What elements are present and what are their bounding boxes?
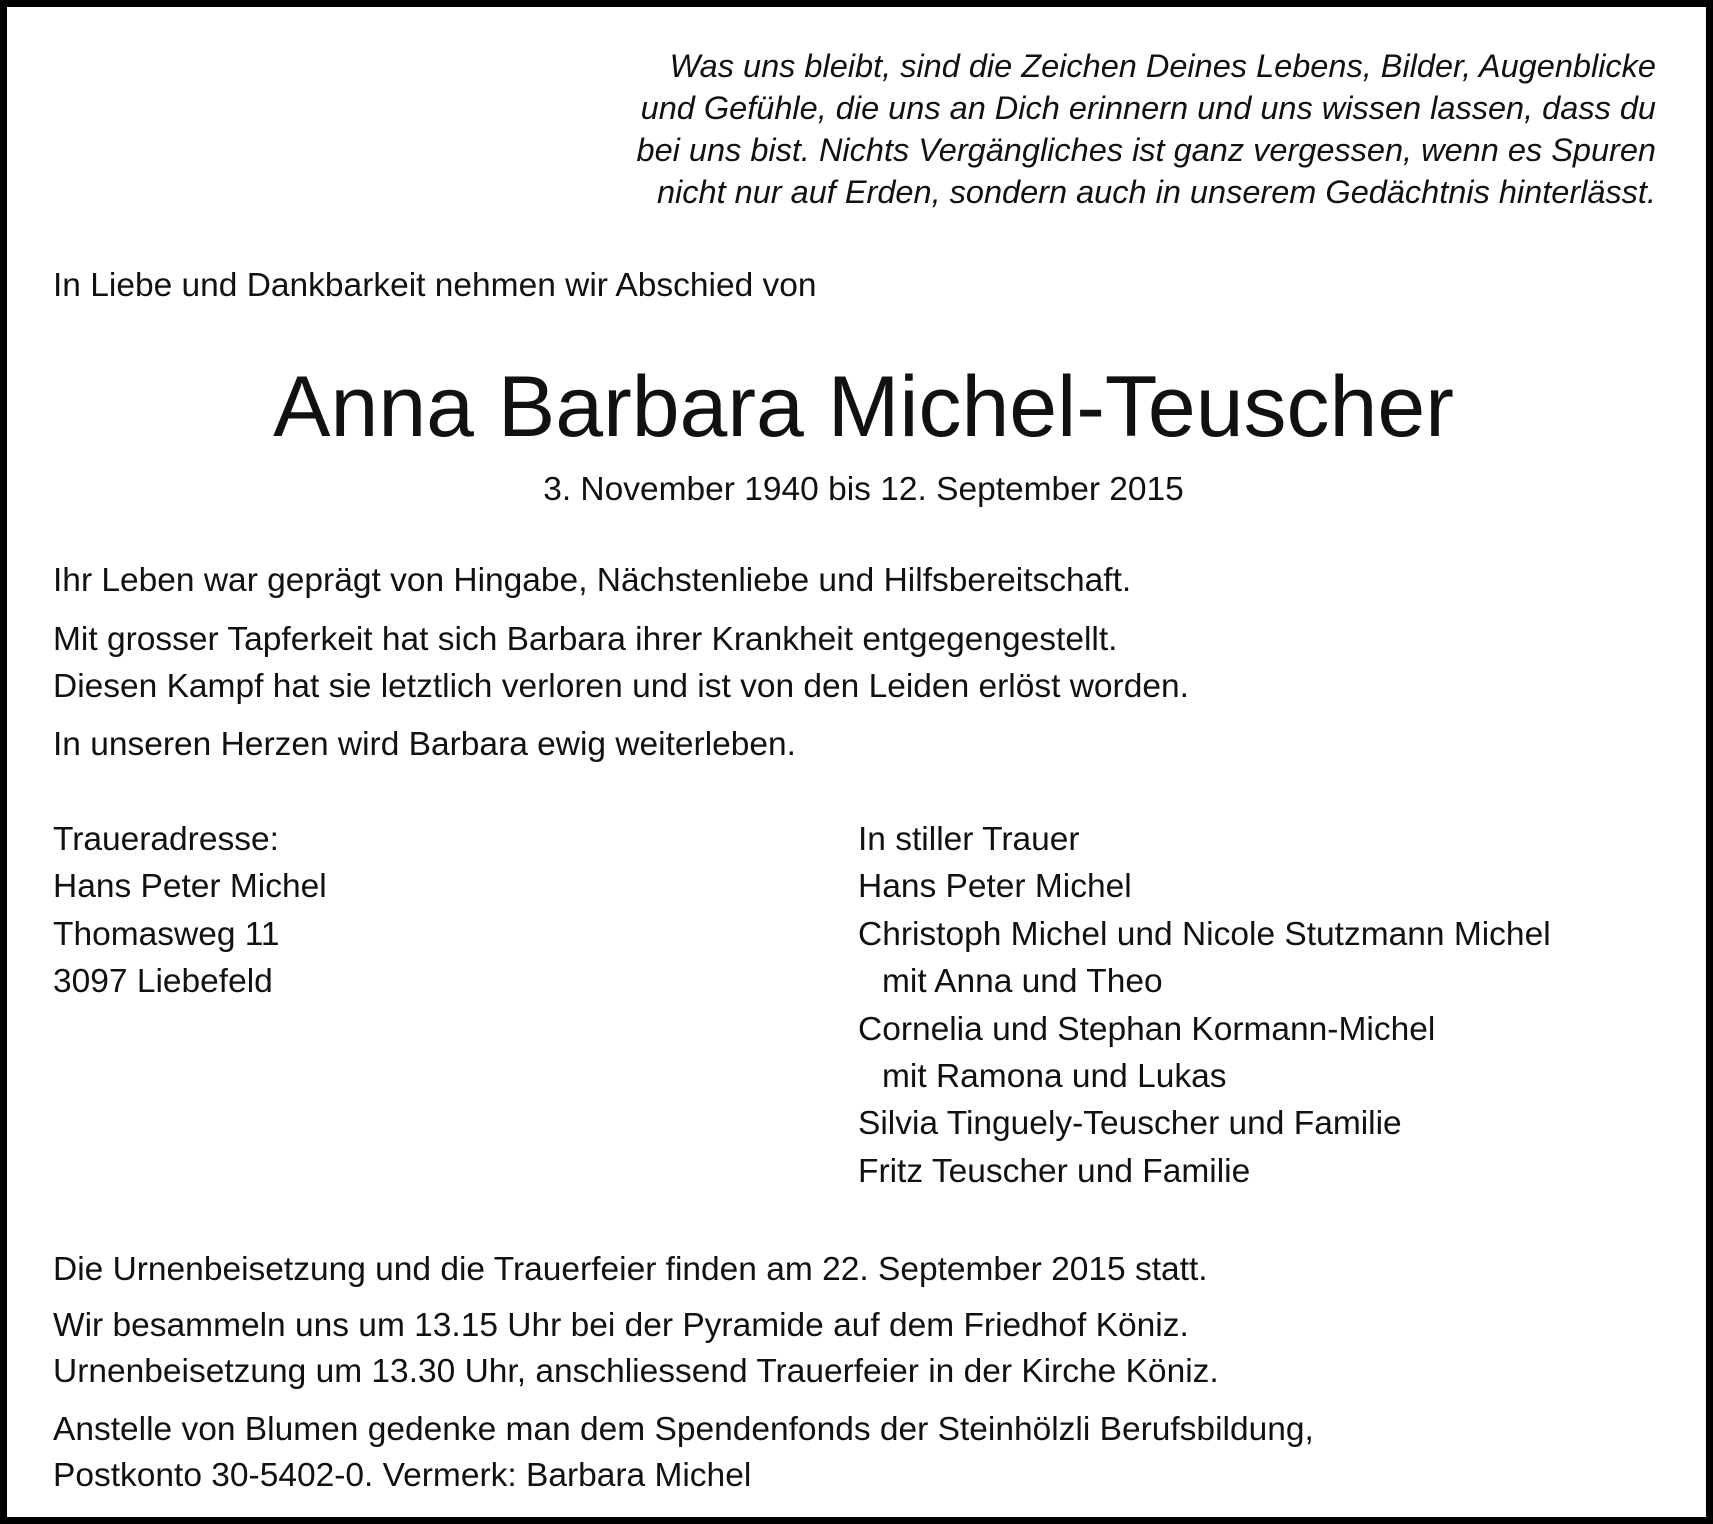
life-dates: 3. November 1940 bis 12. September 2015 — [543, 471, 1184, 508]
tribute-line: Mit grosser Tapferkeit hat sich Barbara ihrer Krankheit entgegengestellt. — [53, 621, 1118, 658]
address-name: Hans Peter Michel — [53, 868, 327, 906]
ceremony-line: Urnenbeisetzung um 13.30 Uhr, anschliessend Trauerfeier in der Kirche Köniz. — [53, 1353, 1219, 1390]
quote-line: und Gefühle, die uns an Dich erinnern und uns wissen lassen, dass du — [640, 90, 1656, 126]
quote-line: nicht nur auf Erden, sondern auch in unserem Gedächtnis hinterlässt. — [656, 174, 1656, 210]
mourner-line: mit Ramona und Lukas — [882, 1058, 1227, 1096]
mourners-label: In stiller Trauer — [858, 821, 1080, 858]
mourner-line: Christoph Michel und Nicole Stutzmann Michel — [858, 915, 1551, 953]
quote-line: Was uns bleibt, sind die Zeichen Deines Lebens, Bilder, Augenblicke — [669, 48, 1656, 84]
intro-text: In Liebe und Dankbarkeit nehmen wir Abschied von — [53, 267, 817, 304]
ceremony-line: Wir besammeln uns um 13.15 Uhr bei der Pyramide auf dem Friedhof Köniz. — [53, 1307, 1189, 1344]
mourner-line: Cornelia und Stephan Kormann-Michel — [858, 1010, 1436, 1048]
mourner-line: mit Anna und Theo — [882, 963, 1163, 1001]
tribute-line: Diesen Kampf hat sie letztlich verloren und ist von den Leiden erlöst worden. — [53, 668, 1189, 705]
mourner-line: Silvia Tinguely-Teuscher und Familie — [858, 1105, 1402, 1143]
donation-line: Anstelle von Blumen gedenke man dem Spendenfonds der Steinhölzli Berufsbildung, — [53, 1411, 1314, 1448]
donation-line: Postkonto 30-5402-0. Vermerk: Barbara Michel — [53, 1457, 752, 1494]
quote-line: bei uns bist. Nichts Vergängliches ist ganz vergessen, wenn es Spuren — [636, 132, 1656, 168]
tribute-line: Ihr Leben war geprägt von Hingabe, Nächstenliebe und Hilfsbereitschaft. — [53, 562, 1132, 599]
tribute-line: In unseren Herzen wird Barbara ewig weiterleben. — [53, 726, 796, 763]
memorial-quote — [496, 45, 1656, 213]
address-street: Thomasweg 11 — [53, 915, 280, 953]
mourner-line: Hans Peter Michel — [858, 868, 1132, 906]
address-city: 3097 Liebefeld — [53, 963, 273, 1001]
deceased-name: Anna Barbara Michel-Teuscher — [273, 359, 1454, 455]
mourner-line: Fritz Teuscher und Familie — [858, 1152, 1251, 1190]
mourners-list — [858, 816, 1551, 1195]
mourning-address — [53, 816, 327, 1006]
ceremony-line: Die Urnenbeisetzung und die Trauerfeier finden am 22. September 2015 statt. — [53, 1251, 1208, 1288]
address-label: Traueradresse: — [53, 821, 279, 858]
